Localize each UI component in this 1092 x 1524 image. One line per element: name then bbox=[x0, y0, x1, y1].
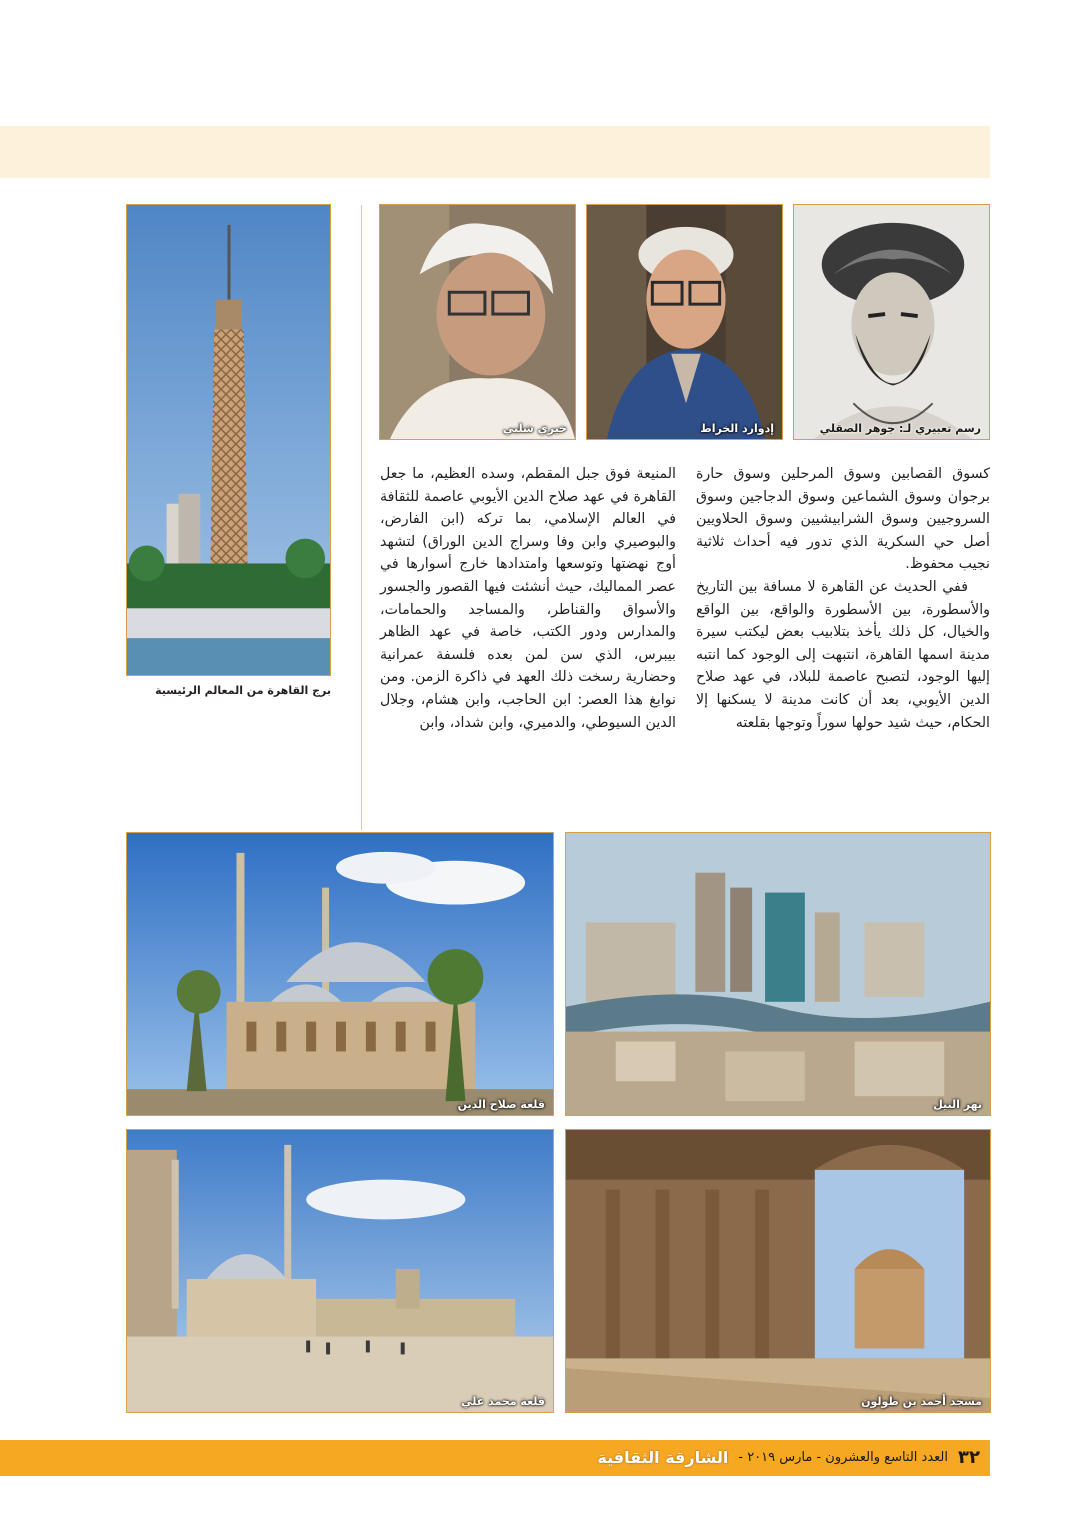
photo-cairo-tower bbox=[126, 204, 331, 676]
caption-shalabi: خيري شلبي bbox=[502, 422, 567, 435]
column-divider bbox=[361, 205, 362, 830]
article-paragraph: كسوق القصابين وسوق المرحلين وسوق حارة برجوان وسوق الشماعين وسوق الدجاجين وسوق السروجيين وسوق الشرابيشيين وسوق الحلاويين أصل حي السكرية الذي تدور فيه أحداث ثلاثية نجيب محفوظ. bbox=[696, 466, 990, 573]
page-number: ٣٢ bbox=[958, 1447, 980, 1468]
caption-kharrat: إدوارد الخراط bbox=[700, 422, 774, 435]
article-paragraph: ففي الحديث عن القاهرة لا مسافة بين التاريخ والأسطورة، بين الأسطورة والواقع، بين الواقع والخيال، كل ذلك يأخذ بتلابيب بعض ليكتب سيرة مدينة اسمها القاهرة، انتبهت إلى الوجود كما انتبه إليها الوجود، لتصبح عاصمة للبلاد، في عهد صلاح الدين الأيوبي، بعد أن كانت مدينة لا يسكنها إلا الحكام، حيث شيد حولها سوراً وتوجها بقلعته bbox=[696, 578, 990, 731]
caption-nile: نهر النيل bbox=[933, 1098, 982, 1111]
caption-ibn-tulun: مسجد أحمد بن طولون bbox=[861, 1395, 982, 1408]
caption-jawhar: رسم تعبيري لـ: جوهر الصقلي bbox=[819, 422, 981, 435]
photo-edward-kharrat bbox=[586, 204, 783, 440]
article-left-column bbox=[380, 463, 676, 841]
issue-info: العدد التاسع والعشرون - مارس ٢٠١٩ - bbox=[738, 1450, 949, 1465]
photo-jawhar-al-siqilli bbox=[793, 204, 990, 440]
page-footer bbox=[0, 1440, 990, 1476]
caption-tower: برج القاهرة من المعالم الرئيسية bbox=[155, 684, 331, 697]
article-right-column bbox=[696, 463, 990, 841]
photo-saladin-citadel bbox=[126, 832, 554, 1116]
caption-saladin: قلعة صلاح الدين bbox=[457, 1098, 545, 1111]
photo-nile-river bbox=[565, 832, 991, 1116]
photo-ibn-tulun-mosque bbox=[565, 1129, 991, 1413]
magazine-logo: الشارقة الثقافية bbox=[597, 1448, 729, 1467]
article-paragraph: المنيعة فوق جبل المقطم، وسده العظيم، ما جعل القاهرة في عهد صلاح الدين الأيوبي عاصمة للثقافة في العالم الإسلامي، بما تركه (ابن الفارض، والبوصيري وابن وفا وسراج الدين الوراق) لتشهد أوج نهضتها وتوسعها وامتدادها خارج أسوارها في عصر المماليك، حيث أنشئت فيها القصور والجسور والأسواق والقناطر، والمساجد والحمامات، والمدارس ودور الكتب، خاصة في عهد الظاهر بيبرس، الذي سن لمن بعده فلسفة عمرانية وحضارية رسخت ذلك العهد في ذاكرة الزمن. ومن نوابغ هذا العصر: ابن الحاجب، وابن هشام، وجلال الدين السيوطي، والدميري، وابن شداد، وابن bbox=[380, 466, 676, 731]
photo-khairy-shalaby bbox=[379, 204, 576, 440]
photo-muhammad-ali-citadel bbox=[126, 1129, 554, 1413]
header-band bbox=[0, 126, 990, 178]
caption-muhammad-ali: قلعة محمد علي bbox=[461, 1395, 545, 1408]
